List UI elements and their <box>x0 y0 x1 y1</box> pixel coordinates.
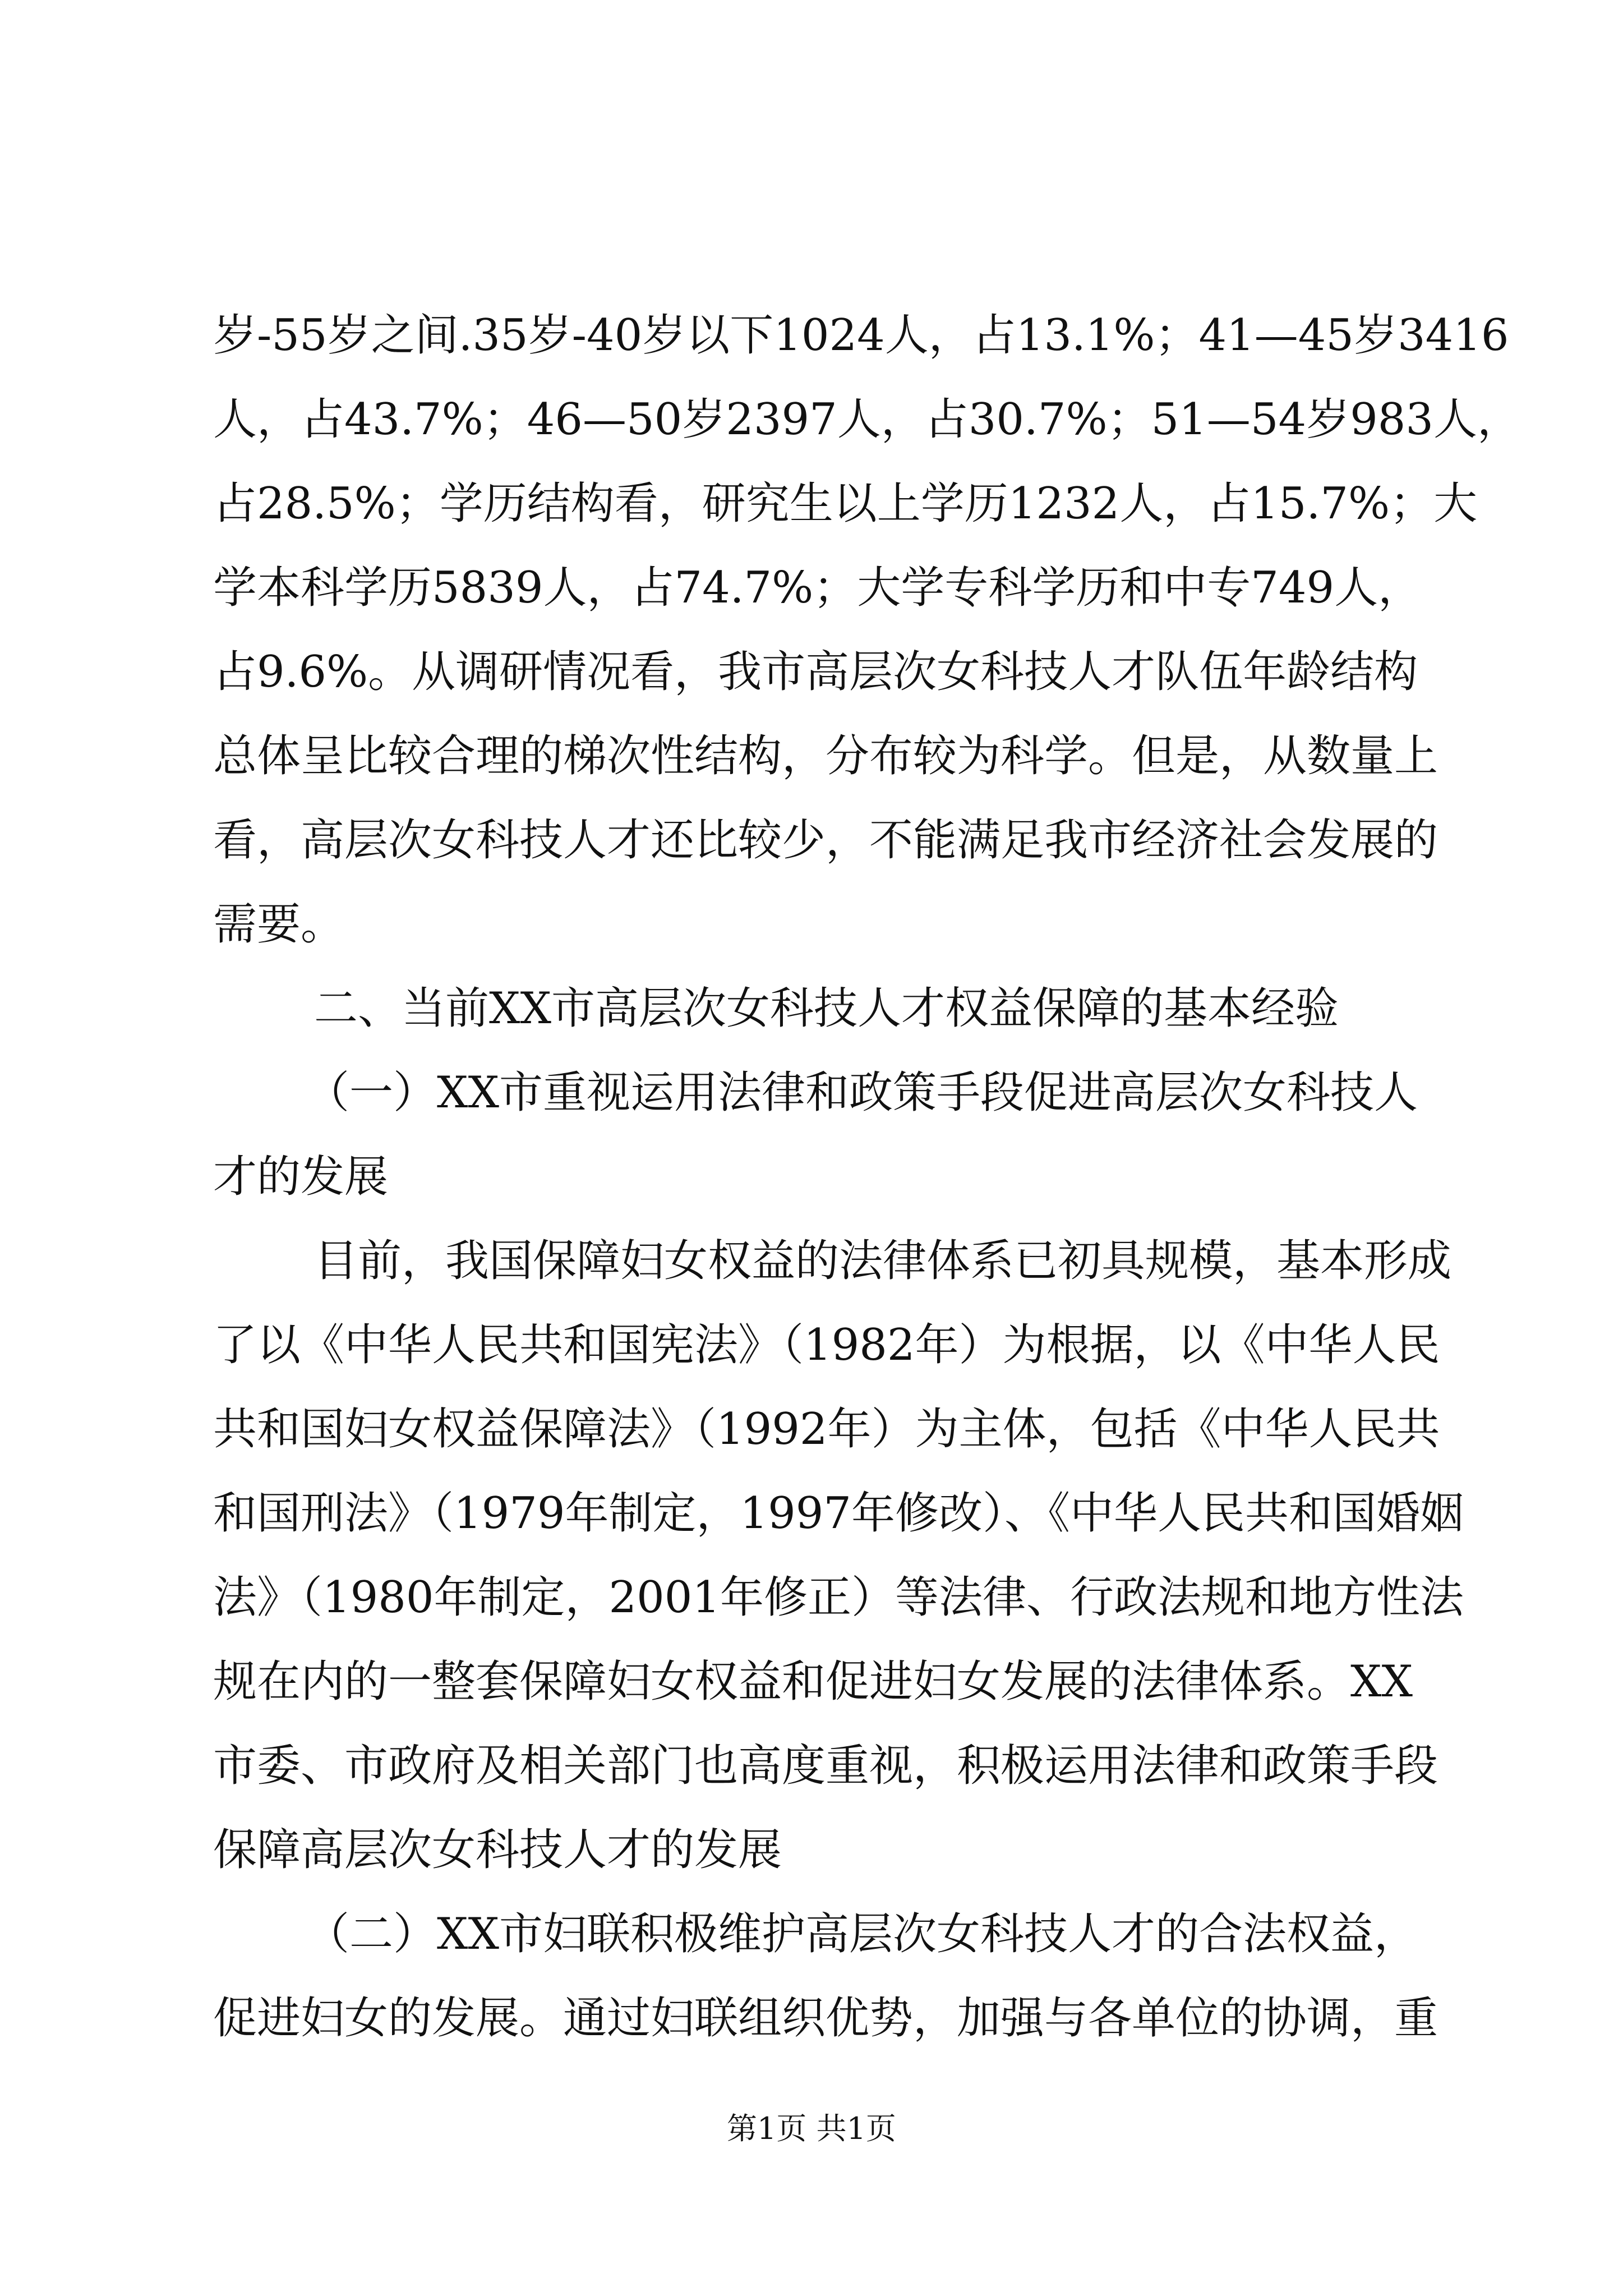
text-line: 占9.6%。从调研情况看，我市高层次女科技人才队伍年龄结构 <box>213 647 1418 697</box>
text-line: 保障高层次女科技人才的发展 <box>213 1825 782 1875</box>
text-line: 法》（1980年制定，2001年修正）等法律、行政法规和地方性法 <box>213 1572 1464 1623</box>
text-line: 人，占43.7%；46—50岁2397人，占30.7%；51—54岁983人， <box>213 394 1521 445</box>
section-heading: 二、当前XX市高层次女科技人才权益保障的基本经验 <box>314 983 1339 1034</box>
text-line: 和国刑法》（1979年制定，1997年修改）、《中华人民共和国婚姻 <box>213 1488 1464 1539</box>
text-line: 总体呈比较合理的梯次性结构，分布较为科学。但是，从数量上 <box>213 731 1438 781</box>
text-line: 了以《中华人民共和国宪法》（1982年）为根据，以《中华人民 <box>213 1320 1440 1370</box>
text-line: 目前，我国保障妇女权益的法律体系已初具规模，基本形成 <box>314 1236 1452 1286</box>
text-line: 学本科学历5839人，占74.7%；大学专科学历和中专749人， <box>213 563 1422 613</box>
text-line: 规在内的一整套保障妇女权益和促进妇女发展的法律体系。XX <box>213 1657 1413 1707</box>
text-line: 岁-55岁之间.35岁-40岁以下1024人，占13.1%；41—45岁3416 <box>213 310 1509 361</box>
page-footer: 第1页 共1页 <box>727 2111 896 2146</box>
text-line: 占28.5%；学历结构看，研究生以上学历1232人，占15.7%；大 <box>213 478 1478 529</box>
subsection-heading: （一）XX市重视运用法律和政策手段促进高层次女科技人 <box>306 1068 1418 1118</box>
subsection-heading: （二）XX市妇联积极维护高层次女科技人才的合法权益， <box>306 1909 1418 1959</box>
text-line: 需要。 <box>213 899 345 950</box>
text-line: 才的发展 <box>213 1152 389 1202</box>
text-line: 看，高层次女科技人才还比较少，不能满足我市经济社会发展的 <box>213 815 1438 866</box>
text-line: 市委、市政府及相关部门也高度重视，积极运用法律和政策手段 <box>213 1741 1438 1791</box>
text-line: 共和国妇女权益保障法》（1992年）为主体，包括《中华人民共 <box>213 1404 1440 1455</box>
text-line: 促进妇女的发展。通过妇联组织优势，加强与各单位的协调，重 <box>213 1993 1438 2044</box>
